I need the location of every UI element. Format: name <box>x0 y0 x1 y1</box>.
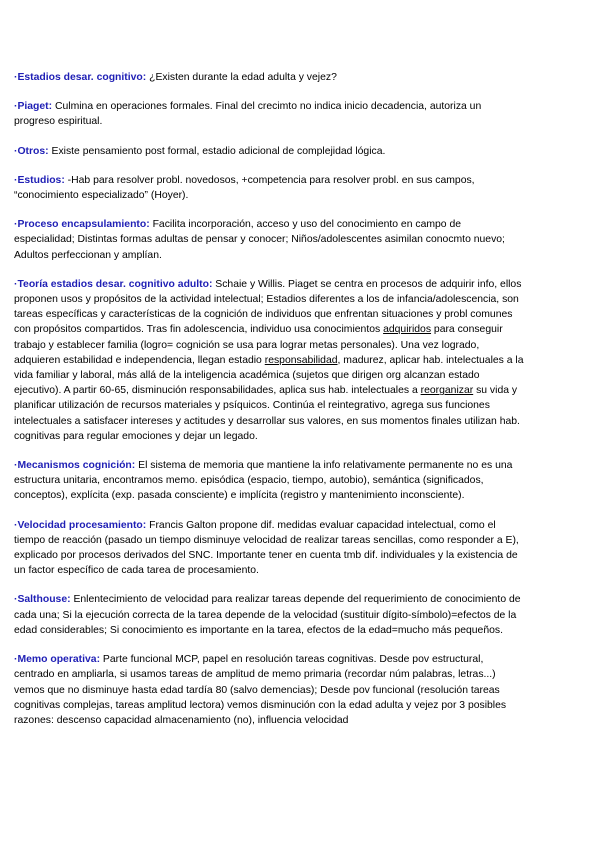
paragraph-text: Existe pensamiento post formal, estadio adicional de complejidad lógica. <box>48 145 386 157</box>
paragraph-encapsulamiento <box>14 217 524 263</box>
paragraph-term: ·Proceso encapsulamiento: <box>14 219 150 231</box>
paragraph-text: Francis Galton propone dif. medidas evaluar capacidad intelectual, como el tiempo de reacción (pasado un tiempo disminuye velocidad de realizar tareas sencillas, como responder a E), explicado por procesos derivados del SNC. Importante tener en cuenta tmb dif. individuales y la existencia de un factor específico de cada tarea de procesamiento. <box>14 519 519 577</box>
paragraph-text: , madurez, aplicar hab. intelectuales a la vida familiar y laboral, más allá de la inteligencia académica (sujetos que dirigen org alcanzan estado ejecutivo). A partir 60-65, disminución responsabilidades, aplica sus hab. intelectuales a <box>14 354 524 397</box>
paragraph-memo-operativa <box>14 652 524 728</box>
paragraph-text: -Hab para resolver probl. novedosos, +competencia para resolver probl. en sus campos, “conocimiento especializado” (Hoyer). <box>14 174 475 202</box>
paragraph-term: ·Otros: <box>14 145 49 157</box>
paragraph-term: ·Salthouse: <box>14 594 71 606</box>
paragraph-salthouse <box>14 592 524 638</box>
paragraph-text: su vida y planificar utilización de recursos materiales y psíquicos. Continúa el reintegrativo, agrega sus funciones intelectuales a satisfacer intereses y actitudes y desarrollar sus valores, en sus momentos finales utilizan hab. cognitivas para regular emociones y dejar un legado. <box>14 385 520 442</box>
paragraph-text: El sistema de memoria que mantiene la info relativamente permanente no es una estructura unitaria, encontramos memo. episódica (espacio, tiempo, autobio), semántica (significados, conceptos), explícita (exp. pasada consciente) e implícita (registro y mantenimiento inconsciente). <box>14 460 513 502</box>
paragraph-mecanismos <box>14 458 524 504</box>
paragraph-estadios <box>14 70 524 85</box>
paragraph-piaget <box>14 99 524 129</box>
paragraph-text: Parte funcional MCP, papel en resolución tareas cognitivas. Desde pov estructural, centrado en ampliarla, si usamos tareas de amplitud de memo primaria (recordar núm palabras, letras...) vemos que no disminuye hasta edad tardía 80 (salvo demencias); Desde pov funcional (resolución tareas cognitivas complejas, tareas amplitud lectora) vemos disminución con la edad adulta y vejez por 3 posibles razones: descenso capacidad almacenamiento (no), influencia velocidad <box>14 654 507 726</box>
paragraph-teoria-estadios <box>14 277 524 444</box>
paragraph-term: ·Estadios desar. cognitivo: <box>14 72 147 83</box>
paragraph-term: ·Mecanismos cognición: <box>14 460 136 472</box>
paragraph-text: para conseguir trabajo y establecer familia (logro= cognición se usa para lograr metas personales). Una vez logrado, adquieren estabilidad e independencia, llegan estadio <box>14 324 503 366</box>
paragraph-term: ·Piaget: <box>14 101 53 113</box>
paragraph-text: Enlentecimiento de velocidad para realizar tareas depende del requerimiento de conocimiento de cada una; Si la ejecución correcta de la tarea depende de la velocidad (sustituir dígito-símbolo)=efectos de la edad considerables; Si conocimiento es importante en la tarea, efectos de la edad=mucho más pequeños. <box>14 594 521 636</box>
paragraph-velocidad <box>14 518 524 579</box>
paragraph-text: Facilita incorporación, acceso y uso del conocimiento en campo de especialidad; Distintas formas adultas de pensar y conocer; Niños/adolescentes asimilan conocmto nuevo; Adultos perfeccionan y amplían. <box>14 219 505 261</box>
paragraph-term: ·Memo operativa: <box>14 654 101 666</box>
document-body <box>14 70 524 742</box>
paragraph-term: ·Teoría estadios desar. cognitivo adulto: <box>14 278 213 290</box>
paragraph-text: Schaie y Willis. Piaget se centra en procesos de adquirir info, ellos proponen usos y propósitos de la actividad intelectual; Estadios diferentes a los de infancia/adolescencia, son tareas específicas y características de la cognición de individuos que enfrentan situaciones y probl comunes con propósitos compartidos. Tras fin adolescencia, individuo usa conocimientos <box>14 278 522 336</box>
paragraph-term: ·Velocidad procesamiento: <box>14 519 147 531</box>
underlined-word: responsabilidad <box>264 354 338 366</box>
paragraph-estudios <box>14 173 524 203</box>
underlined-word: adquiridos <box>383 324 432 336</box>
paragraph-text: ¿Existen durante la edad adulta y vejez? <box>146 72 337 83</box>
paragraph-text: Culmina en operaciones formales. Final del crecimto no indica inicio decadencia, autoriza un progreso espiritual. <box>14 101 482 128</box>
paragraph-term: ·Estudios: <box>14 174 65 186</box>
underlined-word: reorganizar <box>420 385 474 397</box>
paragraph-otros <box>14 144 524 159</box>
